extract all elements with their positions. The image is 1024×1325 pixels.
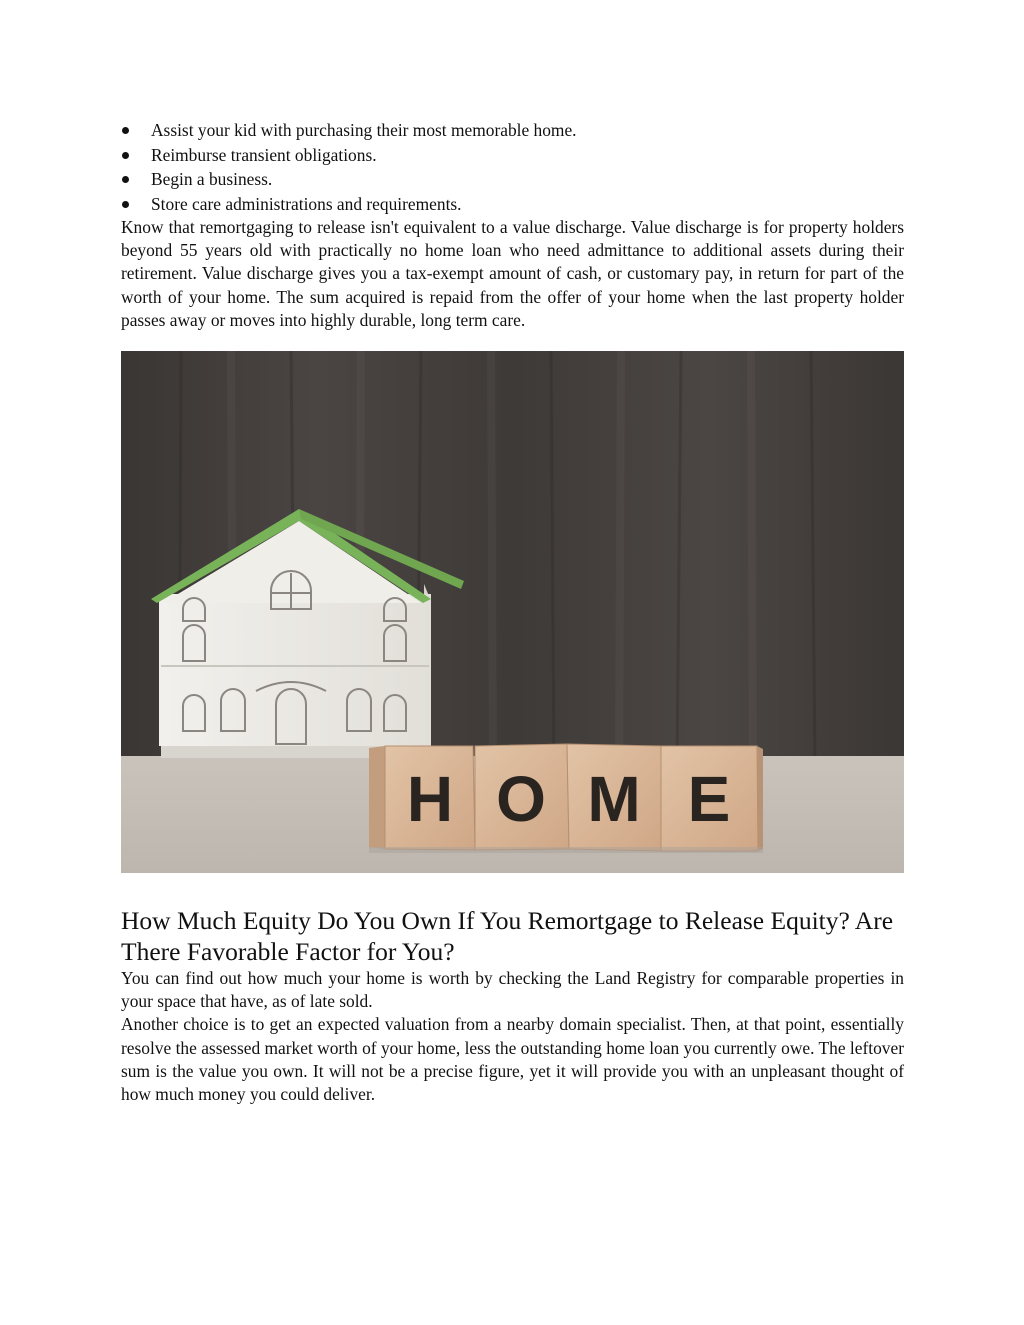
block-letter-h: H	[406, 763, 454, 836]
bullet-dot-icon	[122, 201, 129, 208]
paragraph-land-registry: You can find out how much your home is worth by checking the Land Registry for comparable properties in your space that have, as of late sold.	[121, 968, 904, 1012]
bullet-text: Assist your kid with purchasing their most memorable home.	[151, 120, 577, 140]
bullet-item	[121, 118, 904, 143]
block-letter-e: E	[687, 763, 731, 836]
bullet-item	[121, 192, 904, 217]
block-letter-o: O	[496, 763, 546, 836]
home-photo	[121, 351, 904, 873]
bullet-dot-icon	[122, 127, 129, 134]
document-page	[121, 118, 904, 1106]
paragraph-value-discharge: Know that remortgaging to release isn't equivalent to a value discharge. Value discharge is for property holders beyond 55 years old with practically no home loan who need admittance to additional assets during their retirement. Value discharge gives you a tax-exempt amount of cash, or customary pay, in return for part of the worth of your home. The sum acquired is repaid from the offer of your home when the last property holder passes away or moves into highly durable, long term care.	[121, 217, 904, 330]
bullet-list	[121, 118, 904, 216]
bullet-item	[121, 143, 904, 168]
block-letter-m: M	[587, 763, 641, 836]
paragraph-valuation: Another choice is to get an expected valuation from a nearby domain specialist. Then, at that point, essentially resolve the assessed market worth of your home, less the outstanding home loan you currently owe. The leftover sum is the value you own. It will not be a precise figure, yet it will provide you with an unpleasant thought of how much money you could deliver.	[121, 1014, 904, 1105]
section-heading: How Much Equity Do You Own If You Remortgage to Release Equity? Are There Favorable Factor for You?	[121, 906, 894, 967]
bullet-text: Begin a business.	[151, 169, 273, 189]
bullet-item	[121, 167, 904, 192]
bullet-text: Store care administrations and requirements.	[151, 193, 462, 214]
bullet-dot-icon	[122, 176, 129, 183]
bullet-text: Reimburse transient obligations.	[151, 144, 377, 165]
bullet-dot-icon	[122, 152, 129, 159]
